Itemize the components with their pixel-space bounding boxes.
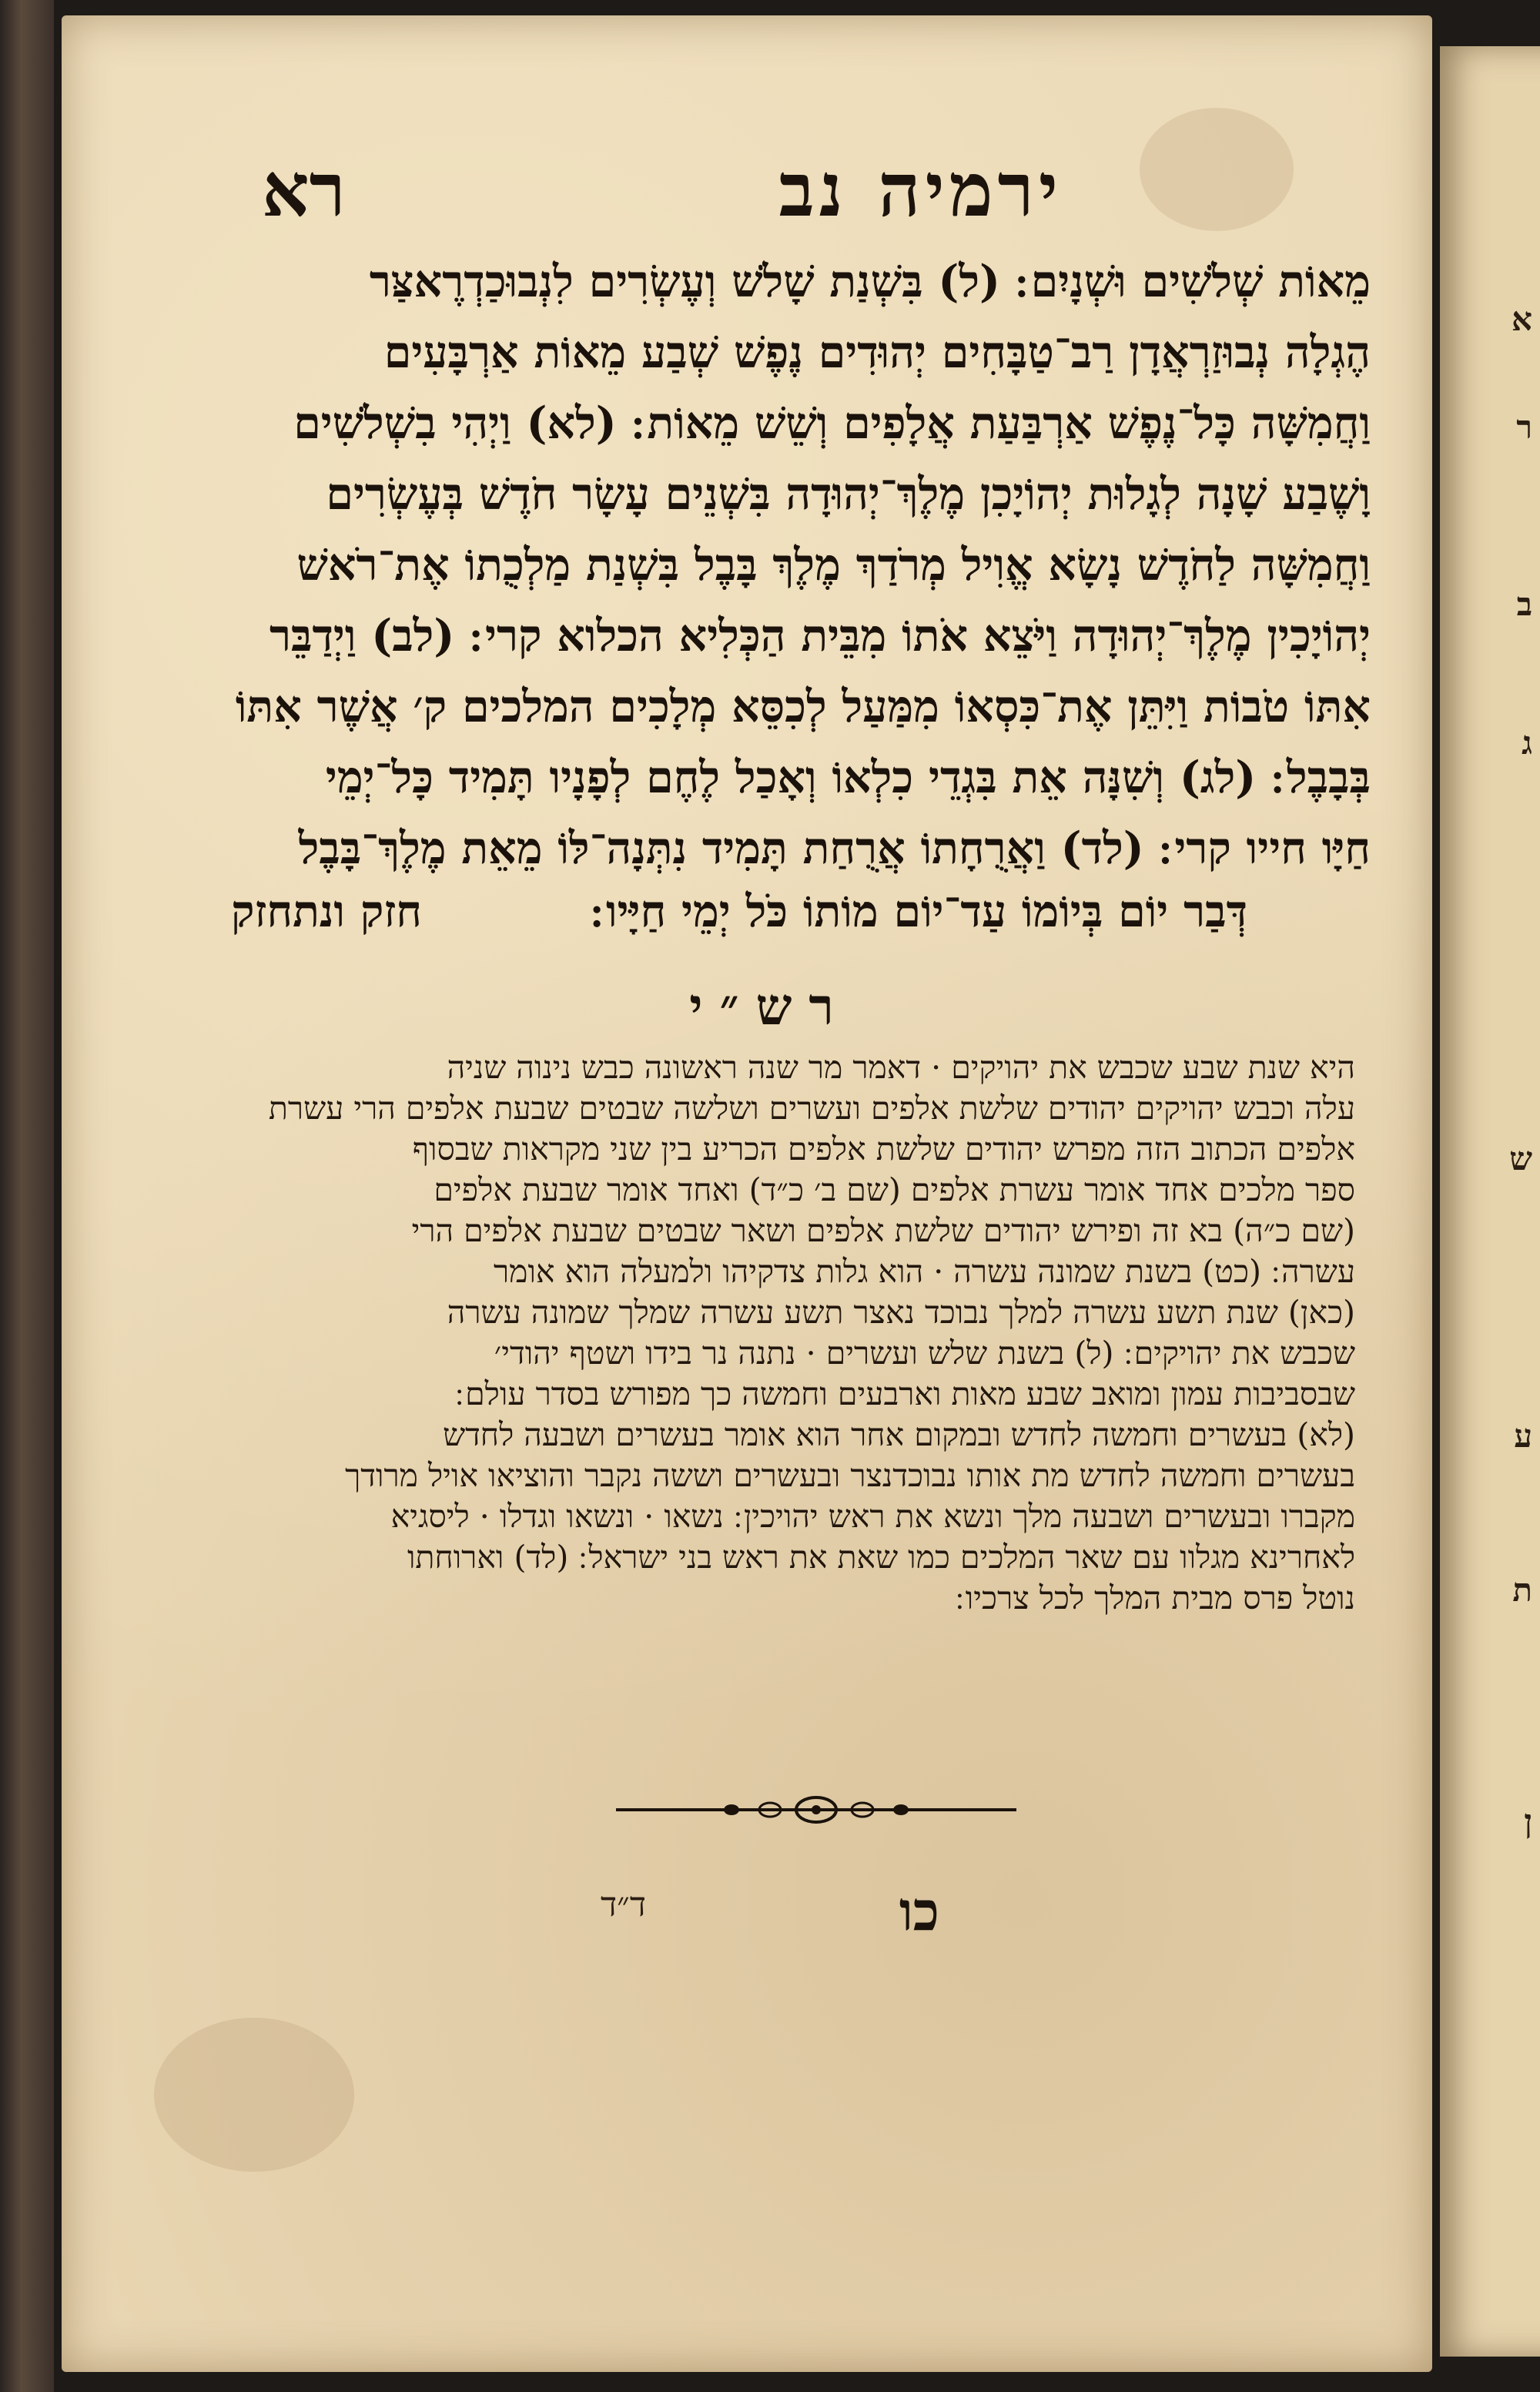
scripture-line: אִתּוֹ טֹבוֹת וַיִּתֵּן אֶת־כִּסְאוֹ מִמַּעַל לְכִסֵּא מְלָכִים המלכים ק׳ אֲשֶׁר אִתּוֹ <box>235 681 1371 732</box>
facing-page-letter: א <box>1512 300 1532 338</box>
scripture-line: וָשֶׁבַע שָׁנָה לְגָלוּת יְהוֹיָכִן מֶלֶךְ־יְהוּדָה בִּשְׁנֵים עָשָׂר חֹדֶשׁ בְּעֶשְׂרִים <box>326 468 1371 520</box>
book-title: ירמיה נב <box>778 146 1063 233</box>
facing-page-letter: ן <box>1524 1802 1532 1840</box>
facing-page-letter: ע <box>1514 1417 1532 1455</box>
final-verse: דְּבַר יוֹם בְּיוֹמוֹ עַד־יוֹם מוֹתוֹ כֹּל יְמֵי חַיָּיו ׃ <box>591 886 1247 937</box>
commentary-line: אלפים הכתוב הזה מפרש יהודים שלשת אלפים הכריע בין שני מקראות שבסוף <box>412 1131 1355 1168</box>
commentary-line: (לא) בעשרים וחמשה לחדש ובמקום אחר הוא אומר בעשרים ושבעה לחדש <box>443 1416 1355 1453</box>
commentary-line: בעשרים וחמשה לחדש מת אותו נבוכדנצר ובעשרים וששה נקבר והוציאו אויל מרודך <box>345 1457 1355 1494</box>
commentary-line: לאחרינא מגלוו עם שאר המלכים כמו שאת את ראש בני ישראל ׃ (לד) וארוחתו <box>407 1539 1355 1576</box>
commentary-line: (שם כ״ה) בא זה ופירש יהודים שלשת אלפים ושאר שבטים שבעת אלפים הרי <box>411 1212 1355 1249</box>
running-header <box>200 146 1401 239</box>
facing-page <box>1440 46 1540 2357</box>
printer-mark: ד״ד <box>601 1885 647 1925</box>
scripture-line: וַחֲמִשָּׁה כָּל־נֶפֶשׁ אַרְבַּעַת אֲלָפִים וְשֵׁשׁ מֵאוֹת ׃ (לא) וַיְהִי בִשְׁלֹשִׁים <box>293 397 1371 449</box>
commentary-line: נוטל פרס מבית המלך לכל צרכיו ׃ <box>955 1580 1355 1616</box>
commentary-line: ספר מלכים אחד אומר עשרת אלפים (שם ב׳ כ״ד) ואחד אומר שבעת אלפים <box>434 1171 1355 1208</box>
book-edge <box>0 0 54 2392</box>
commentary-line: מקברו ובעשרים ושבעה מלך ונשא את ראש יהויכין ׃ נשאו · ונשאו וגדלו · ליסגיא <box>390 1498 1355 1535</box>
commentary-line: עשרה ׃ (כט) בשנת שמונה עשרה · הוא גלות צדקיהו ולמעלה הוא אומר <box>494 1253 1355 1290</box>
closing-line <box>216 886 1371 956</box>
scripture-line: יְהוֹיָכִין מֶלֶךְ־יְהוּדָה וַיֹּצֵא אֹתוֹ מִבֵּית הַכְּלִיא הכלוא קרי ׃ (לב) וַיְדַבֵּר <box>269 610 1371 662</box>
facing-page-letter: ת <box>1512 1571 1532 1609</box>
commentary-title: רש״י <box>689 977 851 1037</box>
scripture-line: חַיָּו חייו קרי ׃ (לד) וַאֲרֻחָתוֹ אֲרֻחַת תָּמִיד נִתְּנָה־לּוֹ מֵאֵת מֶלֶךְ־בָּבֶל <box>298 822 1371 874</box>
facing-page-letter: ג <box>1522 724 1532 762</box>
commentary-line: עלה וכבש יהויקים יהודים שלשת אלפים ועשרים ושלשה שבטים שבעת אלפים הרי עשרת <box>268 1090 1355 1127</box>
folio-number: רא <box>262 146 346 233</box>
commentary-line: שבסביבות עמון ומואב שבע מאות וארבעים וחמשה כך מפורש בסדר עולם ׃ <box>455 1375 1355 1412</box>
facing-page-letter: ש <box>1509 1140 1532 1178</box>
paper-stain <box>154 2018 354 2172</box>
scripture-line: בְּבָבֶל ׃ (לג) וְשִׁנָּה אֵת בִּגְדֵי כִלְאוֹ וְאָכַל לֶחֶם לְפָנָיו תָּמִיד כָּל־יְמֵי <box>325 752 1371 803</box>
commentary-line: שכבש את יהויקים ׃ (ל) בשנת שלש ועשרים · נתנה נר בידו ושטף יהודי׳ <box>494 1335 1355 1372</box>
ornament-divider <box>616 1794 1016 1825</box>
commentary-text <box>223 1047 1355 1619</box>
scripture-text <box>216 246 1371 884</box>
commentary-line: (כאן) שנת תשע עשרה למלך נבוכד נאצר תשע עשרה שמלך שמונה עשרה <box>447 1294 1355 1331</box>
signature-mark: כו <box>899 1879 939 1943</box>
facing-page-letter: ב <box>1516 585 1532 623</box>
page-footer <box>601 1879 939 1948</box>
commentary-line: היא שנת שבע שכבש את יהויקים · דאמר מר שנה ראשונה כבש נינוה שניה <box>447 1049 1355 1086</box>
chazak-formula: חזק ונתחזק <box>231 886 422 937</box>
scripture-line: מֵאוֹת שְׁלֹשִׁים וּשְׁנָיִם ׃ (ל) בִּשְׁנַת שָׁלֹשׁ וְעֶשְׂרִים לִנְבוּכַדְרֶאצַּר <box>369 256 1371 307</box>
scripture-line: וַחֲמִשָּׁה לַחֹדֶשׁ נָשָׂא אֱוִיל מְרֹדַךְ מֶלֶךְ בָּבֶל בִּשְׁנַת מַלְכֻתוֹ אֶת־רֹאשׁ <box>296 539 1371 591</box>
facing-page-letter: ר <box>1516 408 1532 446</box>
scripture-line: הֶגְלָה נְבוּזַרְאֲדָן רַב־טַבָּחִים יְהוּדִים נֶפֶשׁ שְׁבַע מֵאוֹת אַרְבָּעִים <box>383 327 1371 378</box>
